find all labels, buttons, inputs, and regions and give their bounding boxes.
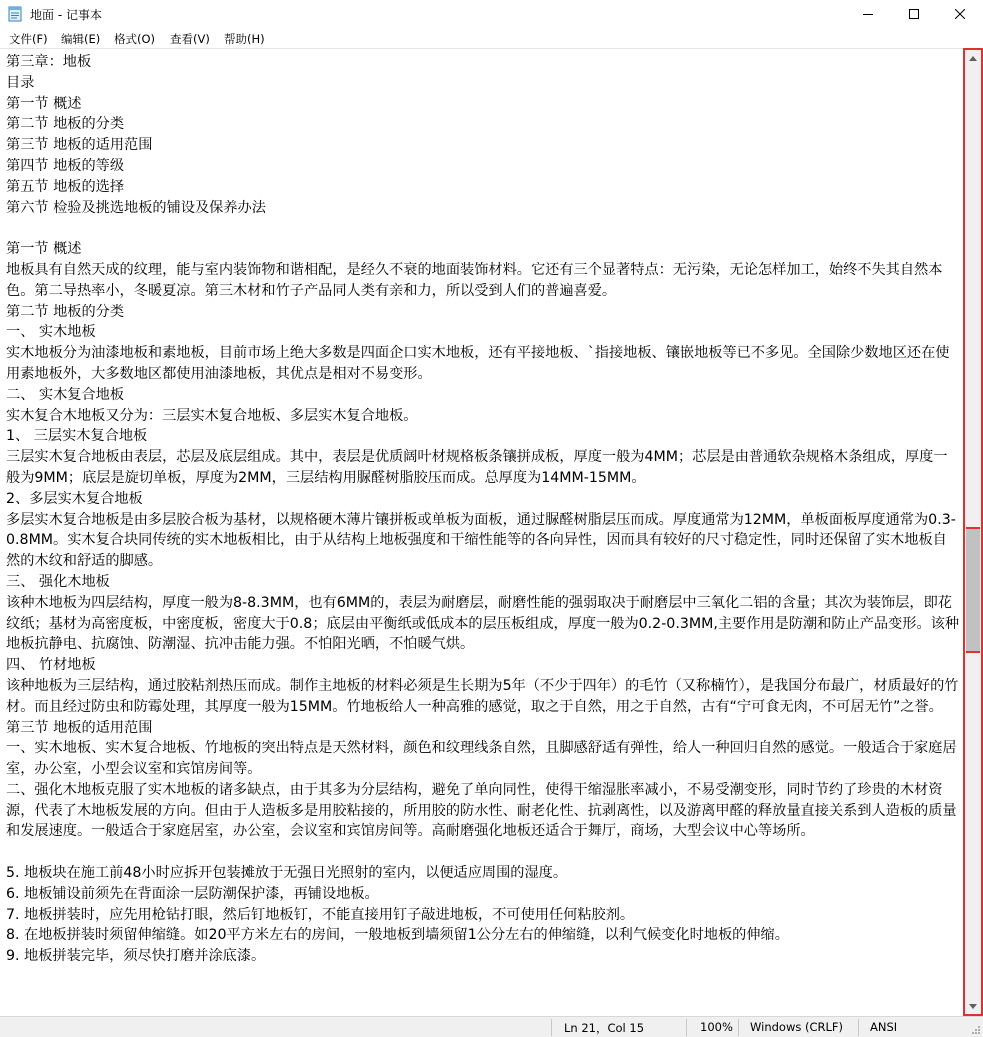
text-line: 三、 强化木地板 <box>6 573 110 590</box>
status-divider <box>686 1019 687 1036</box>
text-line: 1、 三层实木复合地板 <box>6 428 148 445</box>
text-line: 第四节 地板的等级 <box>6 157 125 174</box>
status-divider <box>551 1019 552 1036</box>
title-bar <box>0 0 983 28</box>
maximize-icon <box>909 9 919 19</box>
text-line: 5. 地板块在施工前48小时应拆开包装摊放于无强日光照射的室内，以便适应周围的湿度。 <box>6 865 568 882</box>
text-line: 多层实木复合地板是由多层胶合板为基材，以规格硬木薄片镶拼板或单板为面板，通过脲醛树脂层压而成。厚度通常为12MM，单板面板厚度通常为0.3-0.8MM。实木复合块同传统的实木地板相比，由于从结构上地板强度和干缩性能等的各向异性，因而具有较好的尺寸稳定性，同时还保留了实木地板自然的木纹和舒适的脚感。 <box>6 511 956 570</box>
text-line: 实木复合木地板又分为：三层实木复合地板、多层实木复合地板。 <box>6 407 418 424</box>
resize-grip-icon[interactable] <box>971 1025 981 1035</box>
chevron-up-icon <box>969 56 977 61</box>
encoding: ANSI <box>870 1020 898 1034</box>
scroll-down-button[interactable] <box>965 998 981 1014</box>
text-line: 四、 竹材地板 <box>6 657 96 674</box>
notepad-icon <box>8 6 23 22</box>
maximize-button[interactable] <box>891 0 937 28</box>
text-line: 一、实木地板、实木复合地板、竹地板的突出特点是天然材料，颜色和纹理线条自然，且脚感舒适有弹性，给人一种回归自然的感觉。一般适合于家庭居室，办公室，小型会议室和宾馆房间等。 <box>6 740 957 778</box>
text-line: 第一节 概述 <box>6 95 82 112</box>
text-line: 一、 实木地板 <box>6 324 96 341</box>
window-title: 地面 - 记事本 <box>30 8 102 22</box>
status-bar <box>0 1016 983 1037</box>
chevron-down-icon <box>969 1004 977 1009</box>
text-line: 8. 在地板拼装时须留伸缩缝。如20平方米左右的房间，一般地板到墙须留1公分左右的伸缩缝，以利气候变化时地板的伸缩。 <box>6 927 789 944</box>
text-line: 第二节 地板的分类 <box>6 116 125 133</box>
menu-edit[interactable]: 编辑(E) <box>61 32 101 46</box>
menu-help[interactable]: 帮助(H) <box>224 32 265 46</box>
text-line: 第一节 概述 <box>6 241 82 258</box>
text-line: 二、强化木地板克服了实木地板的诸多缺点，由于其多为分层结构，避免了单向同性，使得干缩湿胀率减小，不易受潮变形，同时节约了珍贵的木材资源，代表了木地板发展的方向。但由于人造板多是用胶粘接的，所用胶的防水性、耐老化性、抗剥离性，以及游离甲醛的释放量直接关系到人造板的质量和发展速度。一般适合于家庭居室，办公室，会议室和宾馆房间等。高耐磨强化地板还适合于舞厅，商场，大型会议中心等场所。 <box>6 781 957 840</box>
line-ending: Windows (CRLF) <box>750 1020 844 1034</box>
text-line: 三层实木复合地板由表层，芯层及底层组成。其中，表层是优质阔叶材规格板条镶拼成板，厚度一般为4MM；芯层是由普通软杂规格木条组成，厚度一般为9MM；底层是旋切单板，厚度为2MM，三层结构用脲醛树脂胶压而成。总厚度为14MM-15MM。 <box>6 449 948 486</box>
text-line: 9. 地板拼装完毕，须尽快打磨并涂底漆。 <box>6 948 266 965</box>
text-line: 实木地板分为油漆地板和素地板，目前市场上绝大多数是四面企口实木地板，还有平接地板、`指接地板、镶嵌地板等已不多见。全国除少数地区还在使用素地板外，大多数地区都使用油漆地板，其优点是相对不易变形。 <box>6 345 950 382</box>
cursor-position: Ln 21，Col 15 <box>564 1021 645 1035</box>
document-text[interactable] <box>6 52 960 967</box>
minimize-button[interactable] <box>845 0 891 28</box>
zoom-level: 100% <box>700 1020 733 1034</box>
status-divider <box>738 1019 739 1036</box>
text-line: 第二节 地板的分类 <box>6 303 125 320</box>
text-line: 第三章：地板 <box>6 54 92 70</box>
text-line: 该种木地板为四层结构，厚度一般为8-8.3MM，也有6MM的，表层为耐磨层，耐磨性能的强弱取决于耐磨层中三氧化二铝的含量；其次为装饰层，即花纹纸；基材为高密度板，中密度板，密度大于0.8；底层由平衡纸或低成本的层压板组成，厚度一般为0.2-0.3MM,主要作用是防潮和防止产品变形。该种地板抗静电、抗腐蚀、防潮湿、抗冲击能力强。不怕阳光晒，不怕暖气烘。 <box>6 594 960 653</box>
text-line: 2、多层实木复合地板 <box>6 490 143 507</box>
text-line: 二、 实木复合地板 <box>6 386 125 403</box>
text-line: 地板具有自然天成的纹理，能与室内装饰物和谐相配，是经久不衰的地面装饰材料。它还有三个显著特点：无污染，无论怎样加工，始终不失其自然本色。第二导热率小，冬暖夏凉。第三木材和竹子产品同人类有亲和力，所以受到人们的普遍喜爱。 <box>6 261 943 299</box>
text-line: 第六节 检验及挑选地板的铺设及保养办法 <box>6 199 266 216</box>
close-button[interactable] <box>937 0 983 28</box>
menu-file[interactable]: 文件(F) <box>9 32 48 46</box>
text-line: 第五节 地板的选择 <box>6 178 125 195</box>
scroll-up-button[interactable] <box>965 50 981 66</box>
text-line: 6. 地板铺设前须先在背面涂一层防潮保护漆，再铺设地板。 <box>6 885 379 902</box>
text-line: 7. 地板拼装时，应先用枪钻打眼，然后钉地板钉，不能直接用钉子敲进地板，不可使用任何粘胶剂。 <box>6 906 635 923</box>
vertical-scrollbar[interactable] <box>963 48 983 1016</box>
menu-view[interactable]: 查看(V) <box>170 32 210 46</box>
minimize-icon <box>863 9 873 19</box>
menu-bar <box>0 28 983 48</box>
text-line: 该种地板为三层结构，通过胶粘剂热压而成。制作主地板的材料必须是生长期为5年（不少于四年）的毛竹（又称楠竹），是我国分布最广，材质最好的竹材。而且经过防虫和防霉处理，其厚度一般为15MM。竹地板给人一种高雅的感觉，取之于自然，用之于自然，古有“宁可食无肉，不可居无竹”之誉。 <box>6 677 959 715</box>
text-line: 第三节 地板的适用范围 <box>6 719 153 736</box>
menu-format[interactable]: 格式(O) <box>114 32 156 46</box>
scroll-thumb[interactable] <box>966 527 980 653</box>
status-divider <box>858 1019 859 1036</box>
text-line: 目录 <box>6 74 35 91</box>
text-line: 第三节 地板的适用范围 <box>6 137 153 154</box>
text-editor[interactable] <box>0 48 963 1017</box>
close-icon <box>955 9 965 19</box>
